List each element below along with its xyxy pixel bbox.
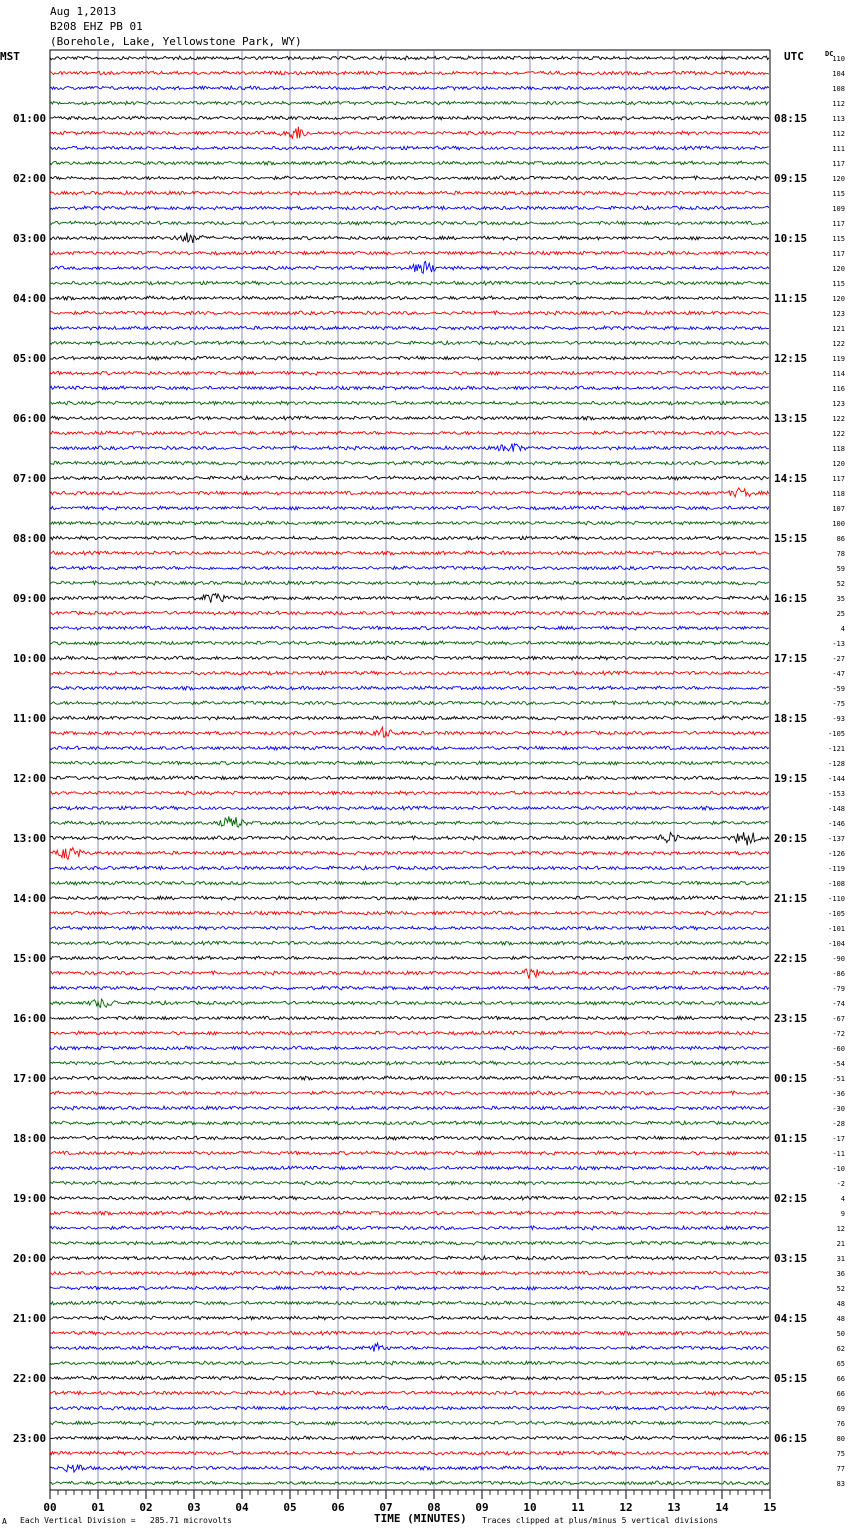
seismic-trace <box>50 233 769 243</box>
x-tick-label: 10 <box>523 1501 537 1514</box>
seismic-trace <box>50 746 769 750</box>
dc-offset-label: 115 <box>832 280 845 288</box>
utc-hour-label: 19:15 <box>774 772 808 785</box>
seismic-trace <box>50 176 769 180</box>
seismic-trace <box>50 401 769 405</box>
dc-offset-label: 4 <box>840 625 845 633</box>
dc-offset-label: -126 <box>828 850 845 858</box>
seismic-trace <box>50 488 769 497</box>
dc-offset-label: 122 <box>832 340 845 348</box>
seismic-trace <box>50 296 769 300</box>
dc-offset-label: -51 <box>832 1075 845 1083</box>
dc-offset-label: 59 <box>836 565 845 573</box>
dc-offset-label: -93 <box>832 715 845 723</box>
x-tick-label: 15 <box>763 1501 777 1514</box>
seismic-trace <box>50 146 769 150</box>
dc-offset-label: 62 <box>836 1345 845 1353</box>
seismic-trace <box>50 1331 769 1335</box>
seismic-trace <box>50 806 769 810</box>
x-tick-label: 12 <box>619 1501 633 1514</box>
dc-offset-label: -119 <box>828 865 845 873</box>
dc-offset-label: 25 <box>836 610 845 618</box>
mst-hour-label: 11:00 <box>13 712 47 725</box>
seismic-trace <box>50 356 769 360</box>
dc-offset-label: -13 <box>832 640 845 648</box>
utc-hour-label: 03:15 <box>774 1252 808 1265</box>
mst-hour-label: 12:00 <box>13 772 47 785</box>
dc-offset-label: -74 <box>832 1000 845 1008</box>
dc-offset-label: 113 <box>832 115 845 123</box>
dc-offset-label: 83 <box>836 1480 845 1488</box>
seismic-trace <box>50 791 769 795</box>
seismic-trace <box>50 816 769 827</box>
dc-offset-label: -72 <box>832 1030 845 1038</box>
seismic-trace <box>50 1211 769 1215</box>
dc-offset-label: -27 <box>832 655 845 663</box>
seismic-trace <box>50 1376 769 1380</box>
seismic-trace <box>50 1343 769 1352</box>
seismic-trace <box>50 832 769 845</box>
dc-offset-label: 110 <box>832 55 845 63</box>
utc-hour-label: 05:15 <box>774 1372 808 1385</box>
seismic-trace <box>50 1121 769 1125</box>
dc-offset-label: 108 <box>832 85 845 93</box>
utc-hour-label: 08:15 <box>774 112 808 125</box>
dc-offset-label: 9 <box>840 1210 845 1218</box>
mst-hour-label: 03:00 <box>13 232 47 245</box>
seismic-trace <box>50 1136 769 1140</box>
seismic-trace <box>50 1076 769 1080</box>
seismic-trace <box>50 1436 769 1440</box>
dc-offset-label: 104 <box>832 70 845 78</box>
mst-hour-label: 22:00 <box>13 1372 47 1385</box>
dc-offset-label: 122 <box>832 415 845 423</box>
dc-offset-label: 117 <box>832 475 845 483</box>
dc-offset-label: 31 <box>836 1255 845 1263</box>
x-tick-label: 02 <box>139 1501 153 1514</box>
dc-offset-label: 119 <box>832 355 845 363</box>
x-tick-label: 09 <box>475 1501 489 1514</box>
seismic-trace <box>50 1316 769 1320</box>
dc-offset-label: 114 <box>832 370 845 378</box>
mst-hour-label: 19:00 <box>13 1192 47 1205</box>
dc-offset-label: 65 <box>836 1360 845 1368</box>
utc-hour-label: 00:15 <box>774 1072 808 1085</box>
dc-offset-label: 35 <box>836 595 845 603</box>
dc-offset-label: 109 <box>832 205 845 213</box>
x-axis-title: TIME (MINUTES) <box>374 1512 467 1525</box>
vertical-division-note: Each Vertical Division = 285.71 microvolts <box>20 1516 232 1525</box>
seismic-trace <box>50 476 769 480</box>
dc-offset-label: 21 <box>836 1240 845 1248</box>
utc-hour-label: 21:15 <box>774 892 808 905</box>
utc-hour-label: 20:15 <box>774 832 808 845</box>
seismic-trace <box>50 941 769 945</box>
x-tick-label: 13 <box>667 1501 681 1514</box>
dc-offset-label: 115 <box>832 190 845 198</box>
mst-hour-label: 05:00 <box>13 352 47 365</box>
utc-hour-label: 16:15 <box>774 592 808 605</box>
seismic-trace <box>50 866 769 870</box>
dc-offset-label: -10 <box>832 1165 845 1173</box>
seismic-trace <box>50 686 769 690</box>
seismic-trace <box>50 1301 769 1305</box>
seismic-trace <box>50 969 769 979</box>
seismic-trace <box>50 1361 769 1365</box>
x-tick-label: 04 <box>235 1501 249 1514</box>
seismic-trace <box>50 444 769 452</box>
seismic-trace <box>50 611 769 615</box>
dc-offset-label: -11 <box>832 1150 845 1158</box>
seismic-trace <box>50 71 769 75</box>
x-tick-label: 03 <box>187 1501 201 1514</box>
mst-hour-label: 07:00 <box>13 472 47 485</box>
utc-hour-label: 14:15 <box>774 472 808 485</box>
left-timezone-label: MST <box>0 50 20 63</box>
dc-offset-label: -17 <box>832 1135 845 1143</box>
dc-offset-label: 86 <box>836 535 845 543</box>
dc-offset-label: -36 <box>832 1090 845 1098</box>
station-location: (Borehole, Lake, Yellowstone Park, WY) <box>50 35 302 48</box>
seismic-trace <box>50 341 769 345</box>
seismic-trace <box>50 626 769 630</box>
dc-offset-label: 69 <box>836 1405 845 1413</box>
mst-hour-label: 01:00 <box>13 112 47 125</box>
utc-hour-label: 18:15 <box>774 712 808 725</box>
mst-hour-label: 20:00 <box>13 1252 47 1265</box>
mst-hour-label: 10:00 <box>13 652 47 665</box>
dc-offset-label: -121 <box>828 745 845 753</box>
dc-offset-label: 4 <box>840 1195 845 1203</box>
utc-hour-label: 15:15 <box>774 532 808 545</box>
mst-hour-label: 09:00 <box>13 592 47 605</box>
dc-offset-label: 111 <box>832 145 845 153</box>
seismic-trace <box>50 761 769 765</box>
dc-offset-label: -90 <box>832 955 845 963</box>
dc-offset-label: 120 <box>832 265 845 273</box>
seismic-trace <box>50 191 769 195</box>
dc-offset-label: 12 <box>836 1225 845 1233</box>
seismic-trace <box>50 1091 769 1095</box>
station-code: B208 EHZ PB 01 <box>50 20 143 33</box>
dc-offset-label: -146 <box>828 820 845 828</box>
dc-offset-label: -28 <box>832 1120 845 1128</box>
seismic-trace <box>50 326 769 330</box>
right-timezone-label: UTC <box>784 50 804 63</box>
seismic-trace <box>50 1451 769 1455</box>
seismic-trace <box>50 206 769 210</box>
dc-offset-label: 123 <box>832 400 845 408</box>
dc-offset-label: 77 <box>836 1465 845 1473</box>
dc-offset-label: 66 <box>836 1390 845 1398</box>
dc-offset-label: 76 <box>836 1420 845 1428</box>
utc-hour-label: 04:15 <box>774 1312 808 1325</box>
seismic-trace <box>50 1016 769 1020</box>
dc-offset-label: -79 <box>832 985 845 993</box>
seismic-trace <box>50 999 769 1008</box>
seismic-trace <box>50 371 769 375</box>
utc-hour-label: 02:15 <box>774 1192 808 1205</box>
dc-offset-label: 107 <box>832 505 845 513</box>
seismic-trace <box>50 416 769 420</box>
utc-hour-label: 23:15 <box>774 1012 808 1025</box>
seismic-trace <box>50 671 769 675</box>
seismic-trace <box>50 1226 769 1230</box>
seismic-trace <box>50 101 769 105</box>
utc-hour-label: 13:15 <box>774 412 808 425</box>
seismic-trace <box>50 896 769 900</box>
dc-offset-label: 52 <box>836 1285 845 1293</box>
utc-hour-label: 12:15 <box>774 352 808 365</box>
dc-offset-label: 122 <box>832 430 845 438</box>
mst-hour-label: 13:00 <box>13 832 47 845</box>
dc-offset-label: 48 <box>836 1300 845 1308</box>
mst-hour-label: 18:00 <box>13 1132 47 1145</box>
dc-offset-label: 36 <box>836 1270 845 1278</box>
mst-hour-label: 15:00 <box>13 952 47 965</box>
seismic-trace <box>50 86 769 90</box>
dc-offset-label: -86 <box>832 970 845 978</box>
dc-offset-label: 120 <box>832 175 845 183</box>
mst-hour-label: 08:00 <box>13 532 47 545</box>
seismic-trace <box>50 1391 769 1395</box>
seismic-trace <box>50 1481 769 1485</box>
utc-hour-label: 10:15 <box>774 232 808 245</box>
dc-offset-label: 66 <box>836 1375 845 1383</box>
seismic-trace <box>50 1061 769 1065</box>
dc-offset-label: 78 <box>836 550 845 558</box>
x-tick-label: 08 <box>427 1501 441 1514</box>
dc-offset-label: -110 <box>828 895 845 903</box>
dc-offset-label: -105 <box>828 910 845 918</box>
seismic-trace <box>50 1241 769 1245</box>
dc-offset-label: -101 <box>828 925 845 933</box>
dc-offset-label: -144 <box>828 775 845 783</box>
mst-hour-label: 06:00 <box>13 412 47 425</box>
seismic-trace <box>50 251 769 255</box>
seismic-trace <box>50 956 769 960</box>
dc-offset-label: 80 <box>836 1435 845 1443</box>
mst-hour-label: 16:00 <box>13 1012 47 1025</box>
seismic-trace <box>50 551 769 555</box>
dc-offset-label: 50 <box>836 1330 845 1338</box>
seismic-trace <box>50 1406 769 1410</box>
seismic-trace <box>50 262 769 274</box>
dc-offset-label: -54 <box>832 1060 845 1068</box>
seismic-trace <box>50 1031 769 1035</box>
clip-note: Traces clipped at plus/minus 5 vertical divisions <box>482 1516 719 1525</box>
dc-offset-label: -2 <box>836 1180 845 1188</box>
mst-hour-label: 02:00 <box>13 172 47 185</box>
dc-offset-label: -47 <box>832 670 845 678</box>
x-tick-label: 01 <box>91 1501 105 1514</box>
seismic-trace <box>50 1271 769 1275</box>
seismic-trace <box>50 161 769 165</box>
dc-offset-label: -75 <box>832 700 845 708</box>
seismic-trace <box>50 594 769 603</box>
seismic-trace <box>50 127 769 139</box>
seismic-trace <box>50 1465 769 1473</box>
utc-hour-label: 11:15 <box>774 292 808 305</box>
x-tick-label: 11 <box>571 1501 585 1514</box>
mst-hour-label: 17:00 <box>13 1072 47 1085</box>
seismic-trace <box>50 281 769 285</box>
seismic-trace <box>50 116 769 120</box>
seismic-trace <box>50 506 769 510</box>
dc-offset-label: 120 <box>832 460 845 468</box>
dc-offset-label: 120 <box>832 295 845 303</box>
x-tick-label: 14 <box>715 1501 729 1514</box>
dc-offset-label: 118 <box>832 490 845 498</box>
dc-offset-label: -60 <box>832 1045 845 1053</box>
seismic-trace <box>50 1046 769 1050</box>
x-tick-label: 05 <box>283 1501 297 1514</box>
dc-offset-label: -104 <box>828 940 845 948</box>
seismic-trace <box>50 1421 769 1425</box>
seismic-trace <box>50 1286 769 1290</box>
x-tick-label: 07 <box>379 1501 393 1514</box>
seismic-trace <box>50 311 769 315</box>
seismic-trace <box>50 536 769 540</box>
dc-offset-label: -59 <box>832 685 845 693</box>
dc-offset-label: -30 <box>832 1105 845 1113</box>
seismic-trace <box>50 848 769 860</box>
plot-date: Aug 1,2013 <box>50 5 117 18</box>
dc-offset-label: 117 <box>832 220 845 228</box>
dc-offset-label: 116 <box>832 385 845 393</box>
dc-offset-label: 48 <box>836 1315 845 1323</box>
seismic-trace <box>50 701 769 705</box>
dc-offset-label: -128 <box>828 760 845 768</box>
seismic-trace <box>50 716 769 720</box>
seismic-trace <box>50 926 769 930</box>
seismic-trace <box>50 776 769 780</box>
dc-offset-label: -137 <box>828 835 845 843</box>
seismic-trace <box>50 1256 769 1260</box>
seismic-trace <box>50 656 769 660</box>
dc-offset-label: -105 <box>828 730 845 738</box>
scale-mark: A <box>2 1517 7 1526</box>
dc-offset-label: 123 <box>832 310 845 318</box>
utc-hour-label: 06:15 <box>774 1432 808 1445</box>
seismic-trace <box>50 56 769 60</box>
dc-offset-label: -148 <box>828 805 845 813</box>
dc-offset-label: 112 <box>832 100 845 108</box>
dc-offset-label: 75 <box>836 1450 845 1458</box>
seismic-trace <box>50 521 769 525</box>
dc-offset-label: 115 <box>832 235 845 243</box>
mst-hour-label: 04:00 <box>13 292 47 305</box>
dc-offset-label: 112 <box>832 130 845 138</box>
utc-hour-label: 01:15 <box>774 1132 808 1145</box>
seismic-trace <box>50 1181 769 1185</box>
seismic-trace <box>50 1166 769 1170</box>
dc-offset-label: -67 <box>832 1015 845 1023</box>
seismic-trace <box>50 461 769 465</box>
x-tick-label: 06 <box>331 1501 345 1514</box>
mst-hour-label: 21:00 <box>13 1312 47 1325</box>
seismic-trace <box>50 221 769 225</box>
mst-hour-label: 14:00 <box>13 892 47 905</box>
dc-offset-label: 118 <box>832 445 845 453</box>
seismic-trace <box>50 911 769 915</box>
seismic-trace <box>50 1196 769 1200</box>
seismic-trace <box>50 431 769 435</box>
utc-hour-label: 17:15 <box>774 652 808 665</box>
dc-column-label: DC <box>825 50 834 58</box>
seismic-trace <box>50 986 769 990</box>
dc-offset-label: -153 <box>828 790 845 798</box>
dc-offset-label: 117 <box>832 250 845 258</box>
dc-offset-label: 117 <box>832 160 845 168</box>
x-tick-label: 00 <box>43 1501 57 1514</box>
seismic-trace <box>50 566 769 570</box>
mst-hour-label: 23:00 <box>13 1432 47 1445</box>
utc-hour-label: 09:15 <box>774 172 808 185</box>
seismic-trace <box>50 581 769 585</box>
seismic-trace <box>50 386 769 390</box>
seismic-trace <box>50 881 769 885</box>
dc-offset-label: 100 <box>832 520 845 528</box>
seismic-trace <box>50 1151 769 1155</box>
dc-offset-label: -108 <box>828 880 845 888</box>
dc-offset-label: 121 <box>832 325 845 333</box>
seismic-trace <box>50 727 769 737</box>
seismic-trace <box>50 1106 769 1110</box>
utc-hour-label: 22:15 <box>774 952 808 965</box>
dc-offset-label: 52 <box>836 580 845 588</box>
seismic-trace <box>50 641 769 645</box>
